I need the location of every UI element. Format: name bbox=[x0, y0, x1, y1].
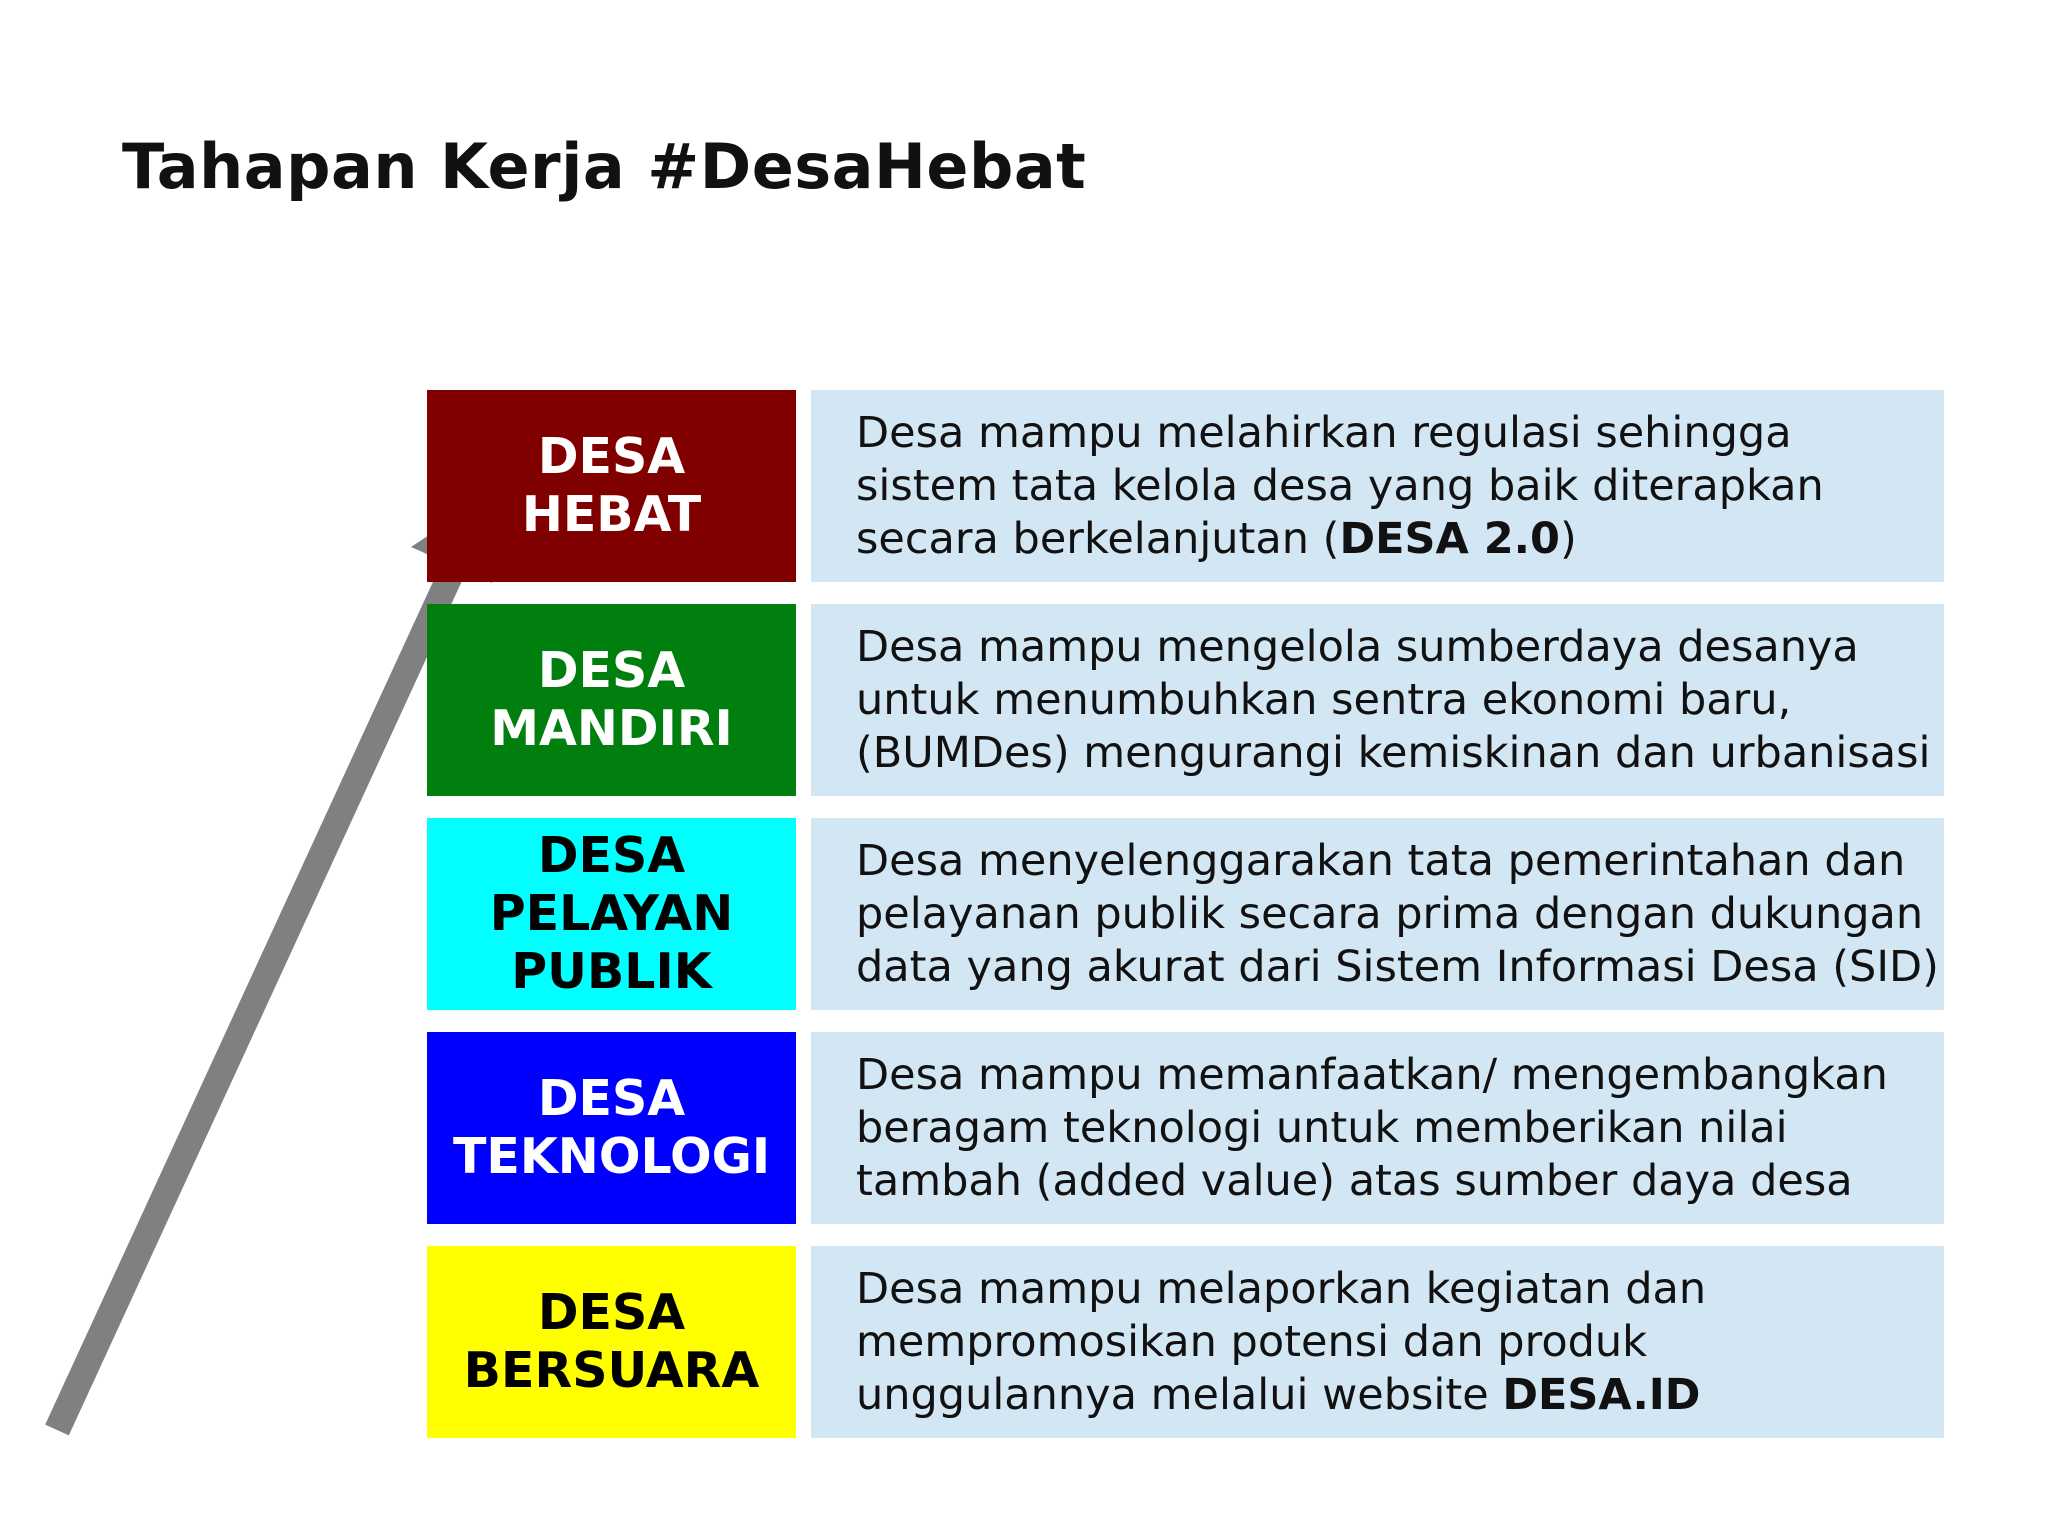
stage-description-text: Desa mampu mengelola sumberdaya desanya untuk menumbuhkan sentra ekonomi baru, (BUMDes) mengurangi kemiskinan dan urbanisasi bbox=[856, 621, 1931, 778]
stage-description-text: Desa mampu memanfaatkan/ mengembangkan beragam teknologi untuk memberikan nilai tambah (added value) atas sumber daya desa bbox=[856, 1049, 1888, 1206]
stage-label-line1: DESA bbox=[537, 1070, 686, 1127]
stage-label-line1: DESA bbox=[537, 428, 686, 485]
stage-description-teknologi bbox=[811, 1032, 1944, 1224]
stage-label-line2: BERSUARA bbox=[463, 1342, 760, 1399]
stage-label-bersuara bbox=[427, 1246, 796, 1438]
stage-label-line2: HEBAT bbox=[521, 486, 702, 543]
stage-label-line2: TEKNOLOGI bbox=[452, 1128, 771, 1185]
stage-description-mandiri bbox=[811, 604, 1944, 796]
stage-label-line2: MANDIRI bbox=[490, 700, 733, 757]
stage-description-bold: DESA 2.0 bbox=[1339, 513, 1560, 564]
stage-label-line1: DESA bbox=[537, 642, 686, 699]
stage-label-pelayan-publik bbox=[427, 818, 796, 1010]
stage-description-pelayan-publik bbox=[811, 818, 1944, 1010]
stage-label-mandiri bbox=[427, 604, 796, 796]
stage-row-pelayan-publik bbox=[0, 818, 2048, 1010]
stage-label-line1: DESA PELAYAN bbox=[489, 827, 734, 942]
stage-label-teknologi bbox=[427, 1032, 796, 1224]
stage-description-text: Desa menyelenggarakan tata pemerintahan dan pelayanan publik secara prima dengan dukungan data yang akurat dari Sistem Informasi Desa (SID) bbox=[856, 835, 1939, 992]
page-title: Tahapan Kerja #DesaHebat bbox=[122, 130, 1087, 203]
stage-description-bersuara bbox=[811, 1246, 1944, 1438]
stage-description-text: Desa mampu melaporkan kegiatan dan mempromosikan potensi dan produk unggulannya melalui website DESA.ID bbox=[856, 1263, 1707, 1420]
stage-label-line2: PUBLIK bbox=[511, 943, 712, 1000]
stage-label-line1: DESA bbox=[537, 1284, 686, 1341]
stage-row-mandiri bbox=[0, 604, 2048, 796]
stage-row-hebat bbox=[0, 390, 2048, 582]
stage-row-teknologi bbox=[0, 1032, 2048, 1224]
stage-description-hebat bbox=[811, 390, 1944, 582]
stage-row-bersuara bbox=[0, 1246, 2048, 1438]
stage-description-bold: DESA.ID bbox=[1502, 1369, 1701, 1420]
stage-label-hebat bbox=[427, 390, 796, 582]
stage-description-text: Desa mampu melahirkan regulasi sehingga sistem tata kelola desa yang baik diterapkan secara berkelanjutan (DESA 2.0) bbox=[856, 407, 1824, 564]
